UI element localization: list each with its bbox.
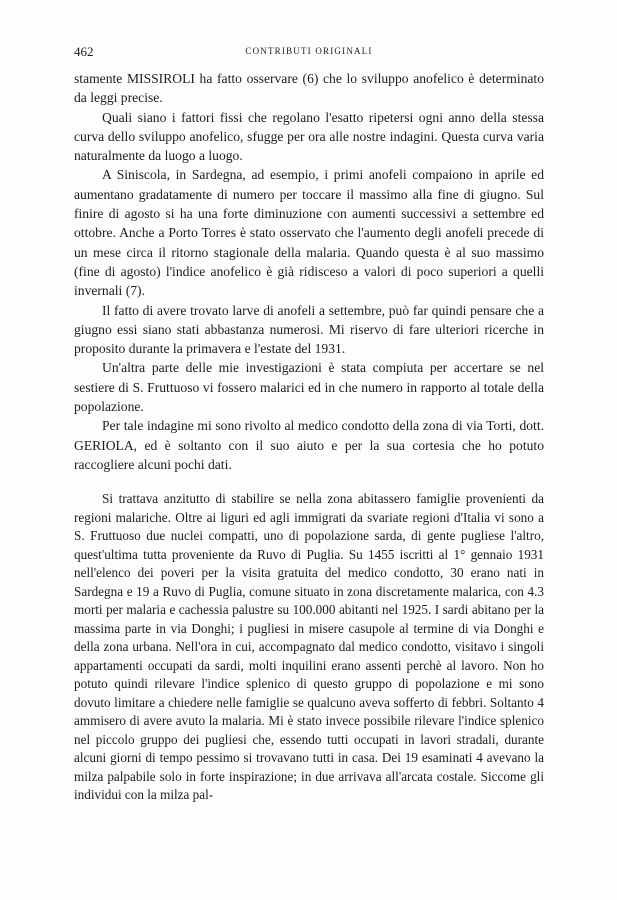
- page-number: 462: [74, 44, 94, 59]
- text-section-2: [74, 490, 544, 805]
- paragraph: Per tale indagine mi sono rivolto al medico condotto della zona di via Torti, dott. GERIOLA, ed è soltanto con il suo aiuto e per la sua cortesia che ho potuto raccogliere alcuni pochi dati.: [74, 418, 544, 472]
- running-head: CONTRIBUTI ORIGINALI: [245, 46, 373, 56]
- paragraph: Si trattava anzitutto di stabilire se nella zona abitassero famiglie provenienti da regioni malariche. Oltre ai liguri ed agli immigrati da svariate regioni d'Italia vi sono a S. Fruttuoso due nuclei compatti, uno di popolazione sarda, di gente pugliese l'altro, quest'ultima tutta proveniente da Ruvo di Puglia. Su 1455 iscritti al 1° gennaio 1931 nell'elenco dei poveri per la visita gratuita del medico condotto, 30 erano nati in Sardegna e 19 a Ruvo di Puglia, comune situato in zona discretamente malarica, con 4.3 morti per malaria e cachessia palustre su 100.000 abitanti nel 1925. I sardi abitano per la massima parte in via Donghi; i pugliesi in misere casupole al termine di via Donghi e della zona urbana. Nell'ora in cui, accompagnato dal medico condotto, visitavo i singoli appartamenti occupati da sardi, molti inquilini erano assenti perchè al lavoro. Non ho potuto quindi rilevare l'indice splenico di questo gruppo di popolazione e mi sono dovuto limitare a chiedere nelle famiglie se qualcuno aveva sofferto di febbri. Soltanto 4 ammisero di avere avuto la malaria. Mi è stato invece possibile rilevare l'indice splenico nel piccolo gruppo dei pugliesi che, essendo tutti occupati in lavori stradali, durante alcuni giorni di tempo pessimo si trovavano tutti in casa. Dei 19 esaminati 4 avevano la milza palpabile solo in forte inspirazione; in due arrivava all'arcata costale. Siccome gli individui con la milza pal-: [74, 491, 544, 802]
- paragraph: Quali siano i fattori fissi che regolano l'esatto ripetersi ogni anno della stessa curva dello sviluppo anofelico, sfugge per ora alle nostre indagini. Questa curva varia naturalmente da luogo a luogo.: [74, 109, 544, 164]
- paragraph: Il fatto di avere trovato larve di anofeli a settembre, può far quindi pensare che a giugno essi siano stati abbastanza numerosi. Mi riservo di fare ulteriori ricerche in proposito durante la primavera e l'estate del 1931.: [74, 302, 544, 357]
- paragraph: Un'altra parte delle mie investigazioni è stata compiuta per accertare se nel sestiere di S. Fruttuoso vi fossero malarici ed in che numero in rapporto al totale della popolazione.: [74, 360, 544, 415]
- paragraph: stamente MISSIROLI ha fatto osservare (6) che lo sviluppo anofelico è determinato da leggi precise.: [74, 71, 544, 106]
- text-section-1: [74, 69, 544, 474]
- page-header: [74, 44, 544, 60]
- paragraph: A Siniscola, in Sardegna, ad esempio, i primi anofeli compaiono in aprile ed aumentano gradatamente di numero per toccare il massimo alla fine di giugno. Sul finire di agosto si ha una forte diminuzione con aumenti successivi a settembre ed ottobre. Anche a Porto Torres è stato osservato che l'aumento degli anofeli precede di un mese circa il ritorno stagionale della malaria. Quando questa è al suo massimo (fine di agosto) l'indice anofelico è già ridisceso a valori di poco superiori a quelli invernali (7).: [74, 167, 544, 299]
